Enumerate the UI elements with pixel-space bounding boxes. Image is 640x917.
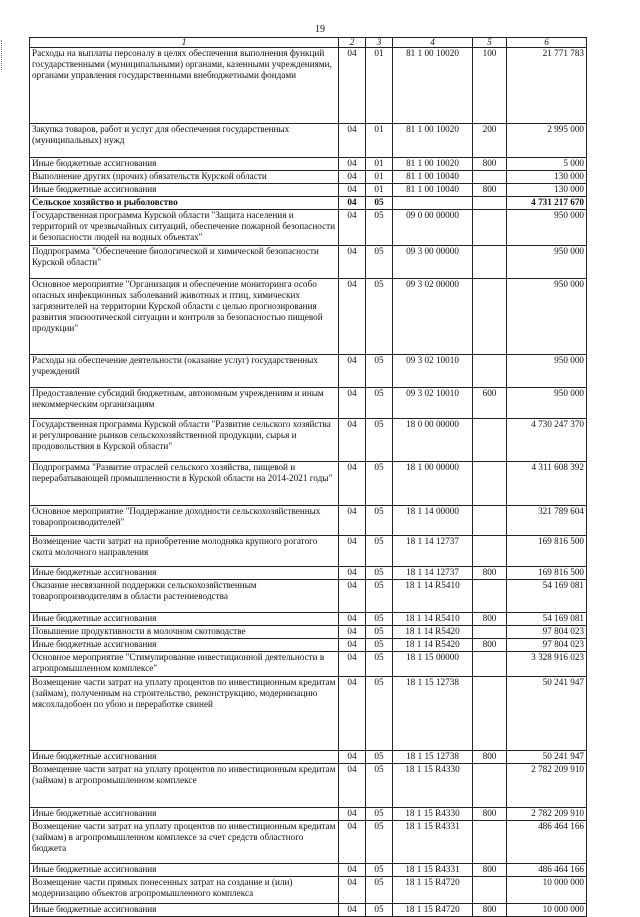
- subsection-code: 05: [366, 613, 393, 626]
- section-code: 04: [339, 864, 366, 877]
- amount: 50 241 947: [507, 751, 587, 764]
- expense-type-code: 800: [473, 639, 507, 652]
- amount: 97 804 023: [507, 626, 587, 639]
- table-row: [30, 184, 587, 197]
- target-article-code: 81 1 00 10020: [393, 124, 473, 158]
- expense-type-code: [473, 419, 507, 462]
- item-name: Иные бюджетные ассигнования: [30, 184, 339, 197]
- item-name: Повышение продуктивности в молочном скотоводстве: [30, 626, 339, 639]
- target-article-code: 18 1 14 12737: [393, 536, 473, 567]
- subsection-code: 05: [366, 864, 393, 877]
- subsection-code: 05: [366, 639, 393, 652]
- target-article-code: 09 3 00 00000: [393, 246, 473, 279]
- item-name: Основное мероприятие "Поддержание доходности сельскохозяйственных товаропроизводителей": [30, 506, 339, 536]
- subsection-code: 05: [366, 419, 393, 462]
- section-code: 04: [339, 536, 366, 567]
- section-code: 04: [339, 197, 366, 210]
- column-number: 4: [393, 38, 473, 48]
- section-code: 04: [339, 764, 366, 808]
- table-row: [30, 904, 587, 917]
- target-article-code: 81 1 00 10020: [393, 48, 473, 124]
- expense-type-code: [473, 246, 507, 279]
- amount: 486 464 166: [507, 821, 587, 864]
- target-article-code: 18 1 14 12737: [393, 567, 473, 580]
- target-article-code: 18 1 15 R4330: [393, 764, 473, 808]
- target-article-code: [393, 197, 473, 210]
- binding-margin-mark: [1, 40, 2, 70]
- table-row: [30, 652, 587, 677]
- section-code: 04: [339, 904, 366, 917]
- item-name: Иные бюджетные ассигнования: [30, 158, 339, 171]
- table-row: [30, 388, 587, 419]
- expense-type-code: 800: [473, 184, 507, 197]
- expense-type-code: [473, 210, 507, 246]
- subsection-code: 05: [366, 751, 393, 764]
- subsection-code: 05: [366, 580, 393, 613]
- section-code: 04: [339, 613, 366, 626]
- amount: 950 000: [507, 388, 587, 419]
- amount: 169 816 500: [507, 567, 587, 580]
- table-row: [30, 171, 587, 184]
- amount: 950 000: [507, 355, 587, 388]
- item-name: Иные бюджетные ассигнования: [30, 904, 339, 917]
- amount: 4 730 247 370: [507, 419, 587, 462]
- subsection-code: 01: [366, 158, 393, 171]
- subsection-code: 01: [366, 124, 393, 158]
- table-row: [30, 626, 587, 639]
- table-row: [30, 419, 587, 462]
- table-row: [30, 48, 587, 124]
- table-row: [30, 279, 587, 355]
- target-article-code: 09 3 02 10010: [393, 355, 473, 388]
- subsection-code: 05: [366, 279, 393, 355]
- target-article-code: 81 1 00 10040: [393, 184, 473, 197]
- item-name: Выполнение других (прочих) обязательств Курской области: [30, 171, 339, 184]
- subsection-code: 05: [366, 764, 393, 808]
- table-row: [30, 821, 587, 864]
- target-article-code: 18 1 15 R4720: [393, 904, 473, 917]
- section-code: 04: [339, 639, 366, 652]
- section-code: 04: [339, 171, 366, 184]
- amount: 54 169 081: [507, 580, 587, 613]
- section-code: 04: [339, 567, 366, 580]
- section-code: 04: [339, 751, 366, 764]
- column-number: 6: [507, 38, 587, 48]
- amount: 3 328 916 023: [507, 652, 587, 677]
- subsection-code: 05: [366, 536, 393, 567]
- table-row: [30, 677, 587, 751]
- expense-type-code: [473, 462, 507, 506]
- table-row: [30, 877, 587, 904]
- column-number: 5: [473, 38, 507, 48]
- target-article-code: 09 3 02 00000: [393, 279, 473, 355]
- subsection-code: 05: [366, 821, 393, 864]
- expense-type-code: [473, 764, 507, 808]
- table-row: [30, 639, 587, 652]
- expense-type-code: 800: [473, 808, 507, 821]
- item-name: Основное мероприятие "Организация и обеспечение мониторинга особо опасных инфекционных заболеваний животных и птиц, химических загрязнителей на территории Курской области с целью прогнозирования развития эпизоотической ситуации и контроля за безопасностью пищевой продукции": [30, 279, 339, 355]
- target-article-code: 18 1 14 R5420: [393, 626, 473, 639]
- target-article-code: 18 1 15 R4720: [393, 877, 473, 904]
- section-code: 04: [339, 506, 366, 536]
- item-name: Возмещение части прямых понесенных затрат на создание и (или) модернизацию объектов агропромышленного комплекса: [30, 877, 339, 904]
- section-code: 04: [339, 821, 366, 864]
- expense-type-code: [473, 506, 507, 536]
- table-row: [30, 536, 587, 567]
- expense-type-code: 800: [473, 904, 507, 917]
- column-number: 3: [366, 38, 393, 48]
- expense-type-code: [473, 580, 507, 613]
- subsection-code: 05: [366, 246, 393, 279]
- amount: 4 731 217 670: [507, 197, 587, 210]
- section-code: 04: [339, 246, 366, 279]
- column-number: 2: [339, 38, 366, 48]
- section-code: 04: [339, 355, 366, 388]
- section-code: 04: [339, 677, 366, 751]
- subsection-code: 05: [366, 567, 393, 580]
- expense-type-code: 800: [473, 567, 507, 580]
- target-article-code: 18 0 00 00000: [393, 419, 473, 462]
- table-row: [30, 613, 587, 626]
- subsection-code: 05: [366, 388, 393, 419]
- item-name: Возмещение части затрат на уплату процентов по инвестиционным кредитам (займам) в агропромышленном комплексе: [30, 764, 339, 808]
- item-name: Основное мероприятие "Стимулирование инвестиционной деятельности в агропромышленном комплексе": [30, 652, 339, 677]
- item-name: Закупка товаров, работ и услуг для обеспечения государственных (муниципальных) нужд: [30, 124, 339, 158]
- target-article-code: 09 0 00 00000: [393, 210, 473, 246]
- target-article-code: 18 1 15 R4331: [393, 864, 473, 877]
- amount: 10 000 000: [507, 904, 587, 917]
- item-name: Иные бюджетные ассигнования: [30, 808, 339, 821]
- table-row: [30, 158, 587, 171]
- table-row: [30, 197, 587, 210]
- table-row: [30, 210, 587, 246]
- target-article-code: 18 1 14 R5410: [393, 580, 473, 613]
- amount: 54 169 081: [507, 613, 587, 626]
- expense-type-code: 800: [473, 158, 507, 171]
- amount: 321 789 604: [507, 506, 587, 536]
- section-code: 04: [339, 388, 366, 419]
- amount: 950 000: [507, 210, 587, 246]
- amount: 2 782 209 910: [507, 764, 587, 808]
- section-code: 04: [339, 124, 366, 158]
- expense-type-code: [473, 877, 507, 904]
- subsection-code: 01: [366, 48, 393, 124]
- subsection-code: 05: [366, 652, 393, 677]
- expense-type-code: 800: [473, 751, 507, 764]
- target-article-code: 18 1 14 R5410: [393, 613, 473, 626]
- subsection-code: 05: [366, 355, 393, 388]
- amount: 2 995 000: [507, 124, 587, 158]
- amount: 950 000: [507, 246, 587, 279]
- amount: 97 804 023: [507, 639, 587, 652]
- table-body: [30, 48, 587, 917]
- amount: 130 000: [507, 184, 587, 197]
- amount: 10 000 000: [507, 877, 587, 904]
- item-name: Иные бюджетные ассигнования: [30, 751, 339, 764]
- amount: 486 464 166: [507, 864, 587, 877]
- expense-type-code: 800: [473, 864, 507, 877]
- page-number: 19: [315, 24, 325, 35]
- target-article-code: 18 1 15 00000: [393, 652, 473, 677]
- subsection-code: 05: [366, 877, 393, 904]
- expense-type-code: 600: [473, 388, 507, 419]
- table-row: [30, 567, 587, 580]
- item-name: Государственная программа Курской области "Развитие сельского хозяйства и регулирование рынков сельскохозяйственной продукции, сырья и продовольствия в Курской области": [30, 419, 339, 462]
- target-article-code: 81 1 00 10020: [393, 158, 473, 171]
- expense-type-code: [473, 626, 507, 639]
- section-code: 04: [339, 652, 366, 677]
- section-code: 04: [339, 48, 366, 124]
- amount: 130 000: [507, 171, 587, 184]
- subsection-code: 05: [366, 197, 393, 210]
- table-row: [30, 580, 587, 613]
- expense-type-code: 800: [473, 613, 507, 626]
- item-name: Государственная программа Курской области "Защита населения и территорий от чрезвычайных ситуаций, обеспечение пожарной безопасности и безопасности людей на водных объектах": [30, 210, 339, 246]
- item-name: Расходы на выплаты персоналу в целях обеспечения выполнения функций государственными (муниципальными) органами, казенными учреждениями, органами управления государственными внебюджетными фондами: [30, 48, 339, 124]
- item-name: Оказание несвязанной поддержки сельскохозяйственным товаропроизводителям в области растениеводства: [30, 580, 339, 613]
- subsection-code: 05: [366, 677, 393, 751]
- table-row: [30, 751, 587, 764]
- subsection-code: 05: [366, 210, 393, 246]
- section-code: 04: [339, 184, 366, 197]
- item-name: Сельское хозяйство и рыболовство: [30, 197, 339, 210]
- expense-type-code: [473, 197, 507, 210]
- item-name: Возмещение части затрат на уплату процентов по инвестиционным кредитам (займам) в агропромышленном комплексе за счет средств областного бюджета: [30, 821, 339, 864]
- expense-type-code: [473, 171, 507, 184]
- expense-type-code: [473, 652, 507, 677]
- amount: 21 771 783: [507, 48, 587, 124]
- subsection-code: 01: [366, 171, 393, 184]
- subsection-code: 05: [366, 626, 393, 639]
- table-row: [30, 764, 587, 808]
- target-article-code: 18 1 15 12738: [393, 751, 473, 764]
- item-name: Иные бюджетные ассигнования: [30, 613, 339, 626]
- subsection-code: 05: [366, 808, 393, 821]
- target-article-code: 09 3 02 10010: [393, 388, 473, 419]
- item-name: Иные бюджетные ассигнования: [30, 864, 339, 877]
- subsection-code: 05: [366, 506, 393, 536]
- budget-table: [29, 37, 587, 917]
- section-code: 04: [339, 462, 366, 506]
- table-row: [30, 124, 587, 158]
- table-row: [30, 506, 587, 536]
- amount: 5 000: [507, 158, 587, 171]
- subsection-code: 01: [366, 184, 393, 197]
- table-row: [30, 864, 587, 877]
- expense-type-code: [473, 279, 507, 355]
- item-name: Иные бюджетные ассигнования: [30, 567, 339, 580]
- target-article-code: 18 1 00 00000: [393, 462, 473, 506]
- item-name: Иные бюджетные ассигнования: [30, 639, 339, 652]
- target-article-code: 18 1 15 R4331: [393, 821, 473, 864]
- amount: 4 311 608 392: [507, 462, 587, 506]
- item-name: Возмещение части затрат на приобретение молодняка крупного рогатого скота молочного направления: [30, 536, 339, 567]
- subsection-code: 05: [366, 904, 393, 917]
- table-row: [30, 808, 587, 821]
- section-code: 04: [339, 580, 366, 613]
- item-name: Подпрограмма "Обеспечение биологической и химической безопасности Курской области": [30, 246, 339, 279]
- expense-type-code: [473, 821, 507, 864]
- expense-type-code: [473, 677, 507, 751]
- expense-type-code: [473, 355, 507, 388]
- amount: 169 816 500: [507, 536, 587, 567]
- table-row: [30, 355, 587, 388]
- target-article-code: 81 1 00 10040: [393, 171, 473, 184]
- column-number-row: [30, 38, 587, 48]
- item-name: Возмещение части затрат на уплату процентов по инвестиционным кредитам (займам), полученным на строительство, реконструкцию, модернизацию мясохладобоен по убою и переработке свиней: [30, 677, 339, 751]
- target-article-code: 18 1 14 R5420: [393, 639, 473, 652]
- section-code: 04: [339, 626, 366, 639]
- section-code: 04: [339, 419, 366, 462]
- section-code: 04: [339, 877, 366, 904]
- section-code: 04: [339, 279, 366, 355]
- amount: 950 000: [507, 279, 587, 355]
- expense-type-code: 200: [473, 124, 507, 158]
- section-code: 04: [339, 808, 366, 821]
- target-article-code: 18 1 15 R4330: [393, 808, 473, 821]
- amount: 2 782 209 910: [507, 808, 587, 821]
- item-name: Расходы на обеспечение деятельности (оказание услуг) государственных учреждений: [30, 355, 339, 388]
- target-article-code: 18 1 15 12738: [393, 677, 473, 751]
- subsection-code: 05: [366, 462, 393, 506]
- amount: 50 241 947: [507, 677, 587, 751]
- table-row: [30, 462, 587, 506]
- expense-type-code: 100: [473, 48, 507, 124]
- expense-type-code: [473, 536, 507, 567]
- column-number: 1: [30, 38, 339, 48]
- item-name: Подпрограмма "Развитие отраслей сельского хозяйства, пищевой и перерабатывающей промышленности в Курской области на 2014-2021 годы": [30, 462, 339, 506]
- target-article-code: 18 1 14 00000: [393, 506, 473, 536]
- table-row: [30, 246, 587, 279]
- section-code: 04: [339, 210, 366, 246]
- item-name: Предоставление субсидий бюджетным, автономным учреждениям и иным некоммерческим организациям: [30, 388, 339, 419]
- section-code: 04: [339, 158, 366, 171]
